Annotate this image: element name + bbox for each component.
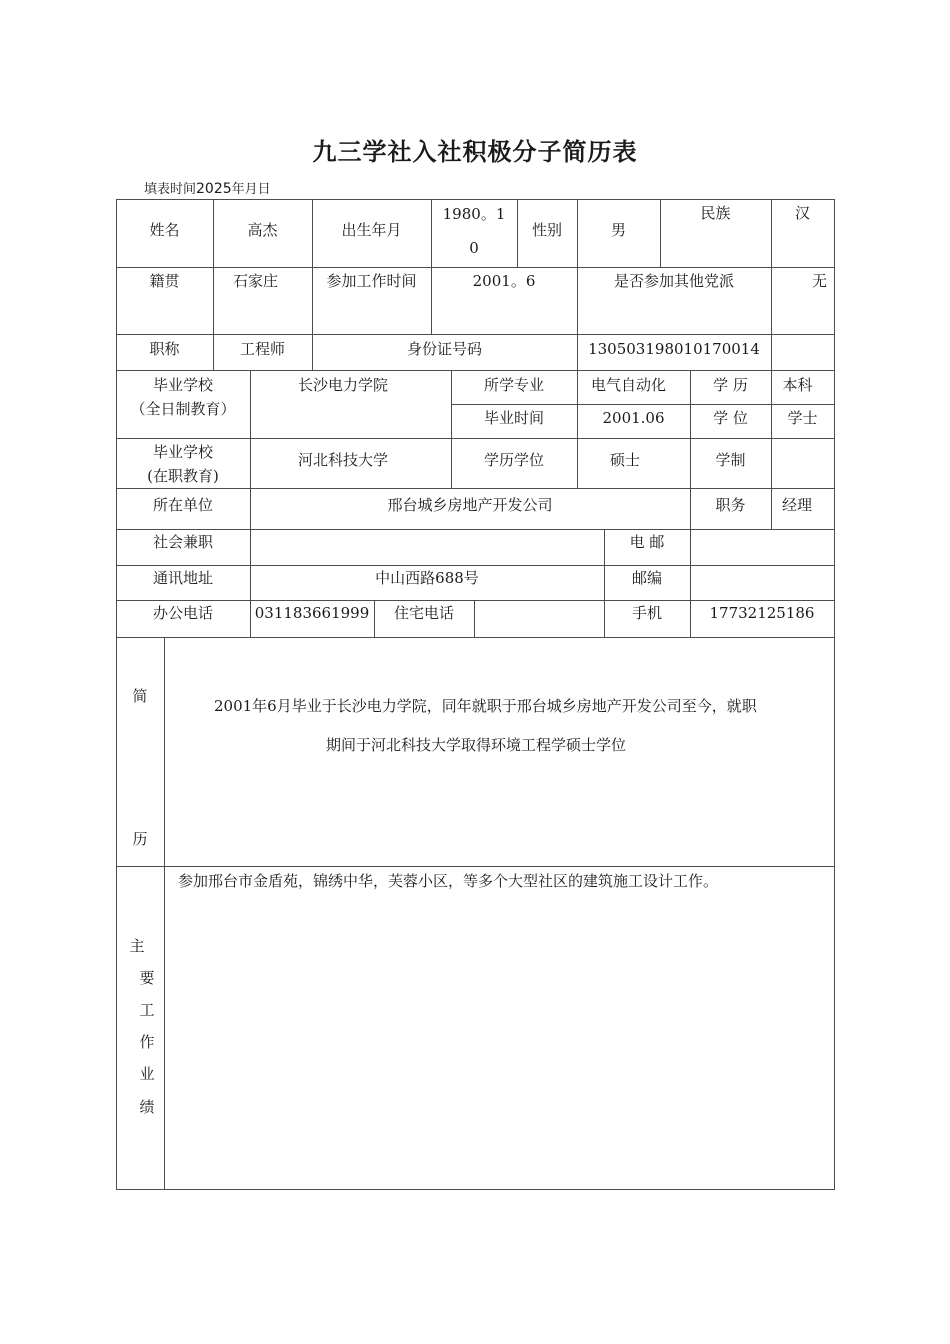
label-gender: 性别 bbox=[531, 221, 562, 239]
value-office-phone: 031183661999 bbox=[254, 604, 370, 622]
label-office-phone: 办公电话 bbox=[152, 604, 213, 622]
label-school-parttime-1: 毕业学校 bbox=[152, 443, 213, 461]
label-resume-1: 简 bbox=[132, 687, 148, 705]
label-postcode: 邮编 bbox=[631, 569, 662, 587]
label-schooling: 学制 bbox=[715, 451, 746, 469]
value-birth-line2: 0 bbox=[469, 239, 479, 257]
value-name: 高杰 bbox=[247, 221, 278, 239]
label-degree: 学 位 bbox=[713, 409, 748, 427]
label-education: 学 历 bbox=[713, 376, 748, 394]
value-education: 本科 bbox=[782, 376, 813, 394]
label-edu-degree: 学历学位 bbox=[483, 451, 544, 469]
value-gender: 男 bbox=[610, 221, 626, 239]
value-work-start: 2001。6 bbox=[472, 272, 536, 290]
label-name: 姓名 bbox=[149, 221, 180, 239]
value-other-party: 无 bbox=[812, 272, 828, 290]
value-grad-time: 2001.06 bbox=[602, 409, 665, 427]
label-major: 所学专业 bbox=[483, 376, 544, 394]
label-achieve-3: 工 bbox=[139, 1001, 155, 1019]
label-title-rank: 职称 bbox=[149, 340, 180, 358]
value-major: 电气自动化 bbox=[590, 376, 666, 394]
value-position: 经理 bbox=[781, 496, 812, 514]
value-address: 中山西路688号 bbox=[375, 569, 479, 587]
label-school-parttime-2: (在职教育) bbox=[147, 467, 219, 485]
label-address: 通讯地址 bbox=[152, 569, 213, 587]
label-school-fulltime-1: 毕业学校 bbox=[152, 376, 213, 394]
value-id-number: 130503198010170014 bbox=[588, 340, 760, 358]
label-other-party: 是否参加其他党派 bbox=[613, 272, 734, 290]
value-ethnicity: 汉 bbox=[794, 204, 810, 222]
value-achievements: 参加邢台市金盾苑，锦绣中华，芙蓉小区，等多个大型社区的建筑施工设计工作。 bbox=[178, 872, 719, 890]
label-ethnicity: 民族 bbox=[700, 204, 731, 222]
page-title: 九三学社入社积极分子简历表 bbox=[312, 138, 638, 166]
label-grad-time: 毕业时间 bbox=[483, 409, 544, 427]
value-school-fulltime: 长沙电力学院 bbox=[297, 376, 388, 394]
label-achieve-5: 业 bbox=[139, 1065, 155, 1083]
label-work-start: 参加工作时间 bbox=[326, 272, 417, 290]
label-native-place: 籍贯 bbox=[149, 272, 180, 290]
label-achieve-2: 要 bbox=[139, 969, 155, 987]
label-home-phone: 住宅电话 bbox=[393, 604, 454, 622]
value-school-parttime: 河北科技大学 bbox=[297, 451, 388, 469]
value-birth-line1: 1980。1 bbox=[442, 205, 506, 223]
label-email: 电 邮 bbox=[629, 533, 665, 551]
fill-date-suffix: 年月日 bbox=[231, 182, 271, 197]
value-mobile: 17732125186 bbox=[709, 604, 815, 622]
label-employer: 所在单位 bbox=[152, 496, 213, 514]
label-id-number: 身份证号码 bbox=[406, 340, 482, 358]
label-mobile: 手机 bbox=[631, 604, 662, 622]
label-birth: 出生年月 bbox=[341, 221, 402, 239]
fill-date bbox=[144, 178, 271, 197]
value-title-rank: 工程师 bbox=[239, 340, 285, 358]
label-social-role: 社会兼职 bbox=[152, 533, 213, 551]
label-school-fulltime-2: （全日制教育） bbox=[130, 400, 236, 418]
value-edu-degree: 硕士 bbox=[609, 451, 640, 469]
value-employer: 邢台城乡房地产开发公司 bbox=[387, 496, 553, 514]
fill-date-year: 2025 bbox=[196, 181, 232, 197]
resume-line-2: 期间于河北科技大学取得环境工程学硕士学位 bbox=[326, 736, 627, 754]
fill-date-prefix: 填表时间 bbox=[144, 182, 197, 197]
label-achieve-1: 主 bbox=[129, 937, 145, 955]
value-degree: 学士 bbox=[787, 409, 818, 427]
label-position: 职务 bbox=[715, 496, 746, 514]
label-achieve-6: 绩 bbox=[139, 1098, 155, 1116]
resume-line-1: 2001年6月毕业于长沙电力学院，同年就职于邢台城乡房地产开发公司至今，就职 bbox=[214, 697, 757, 715]
label-resume-2: 历 bbox=[132, 830, 148, 848]
value-native-place: 石家庄 bbox=[232, 272, 278, 290]
label-achieve-4: 作 bbox=[139, 1033, 155, 1051]
